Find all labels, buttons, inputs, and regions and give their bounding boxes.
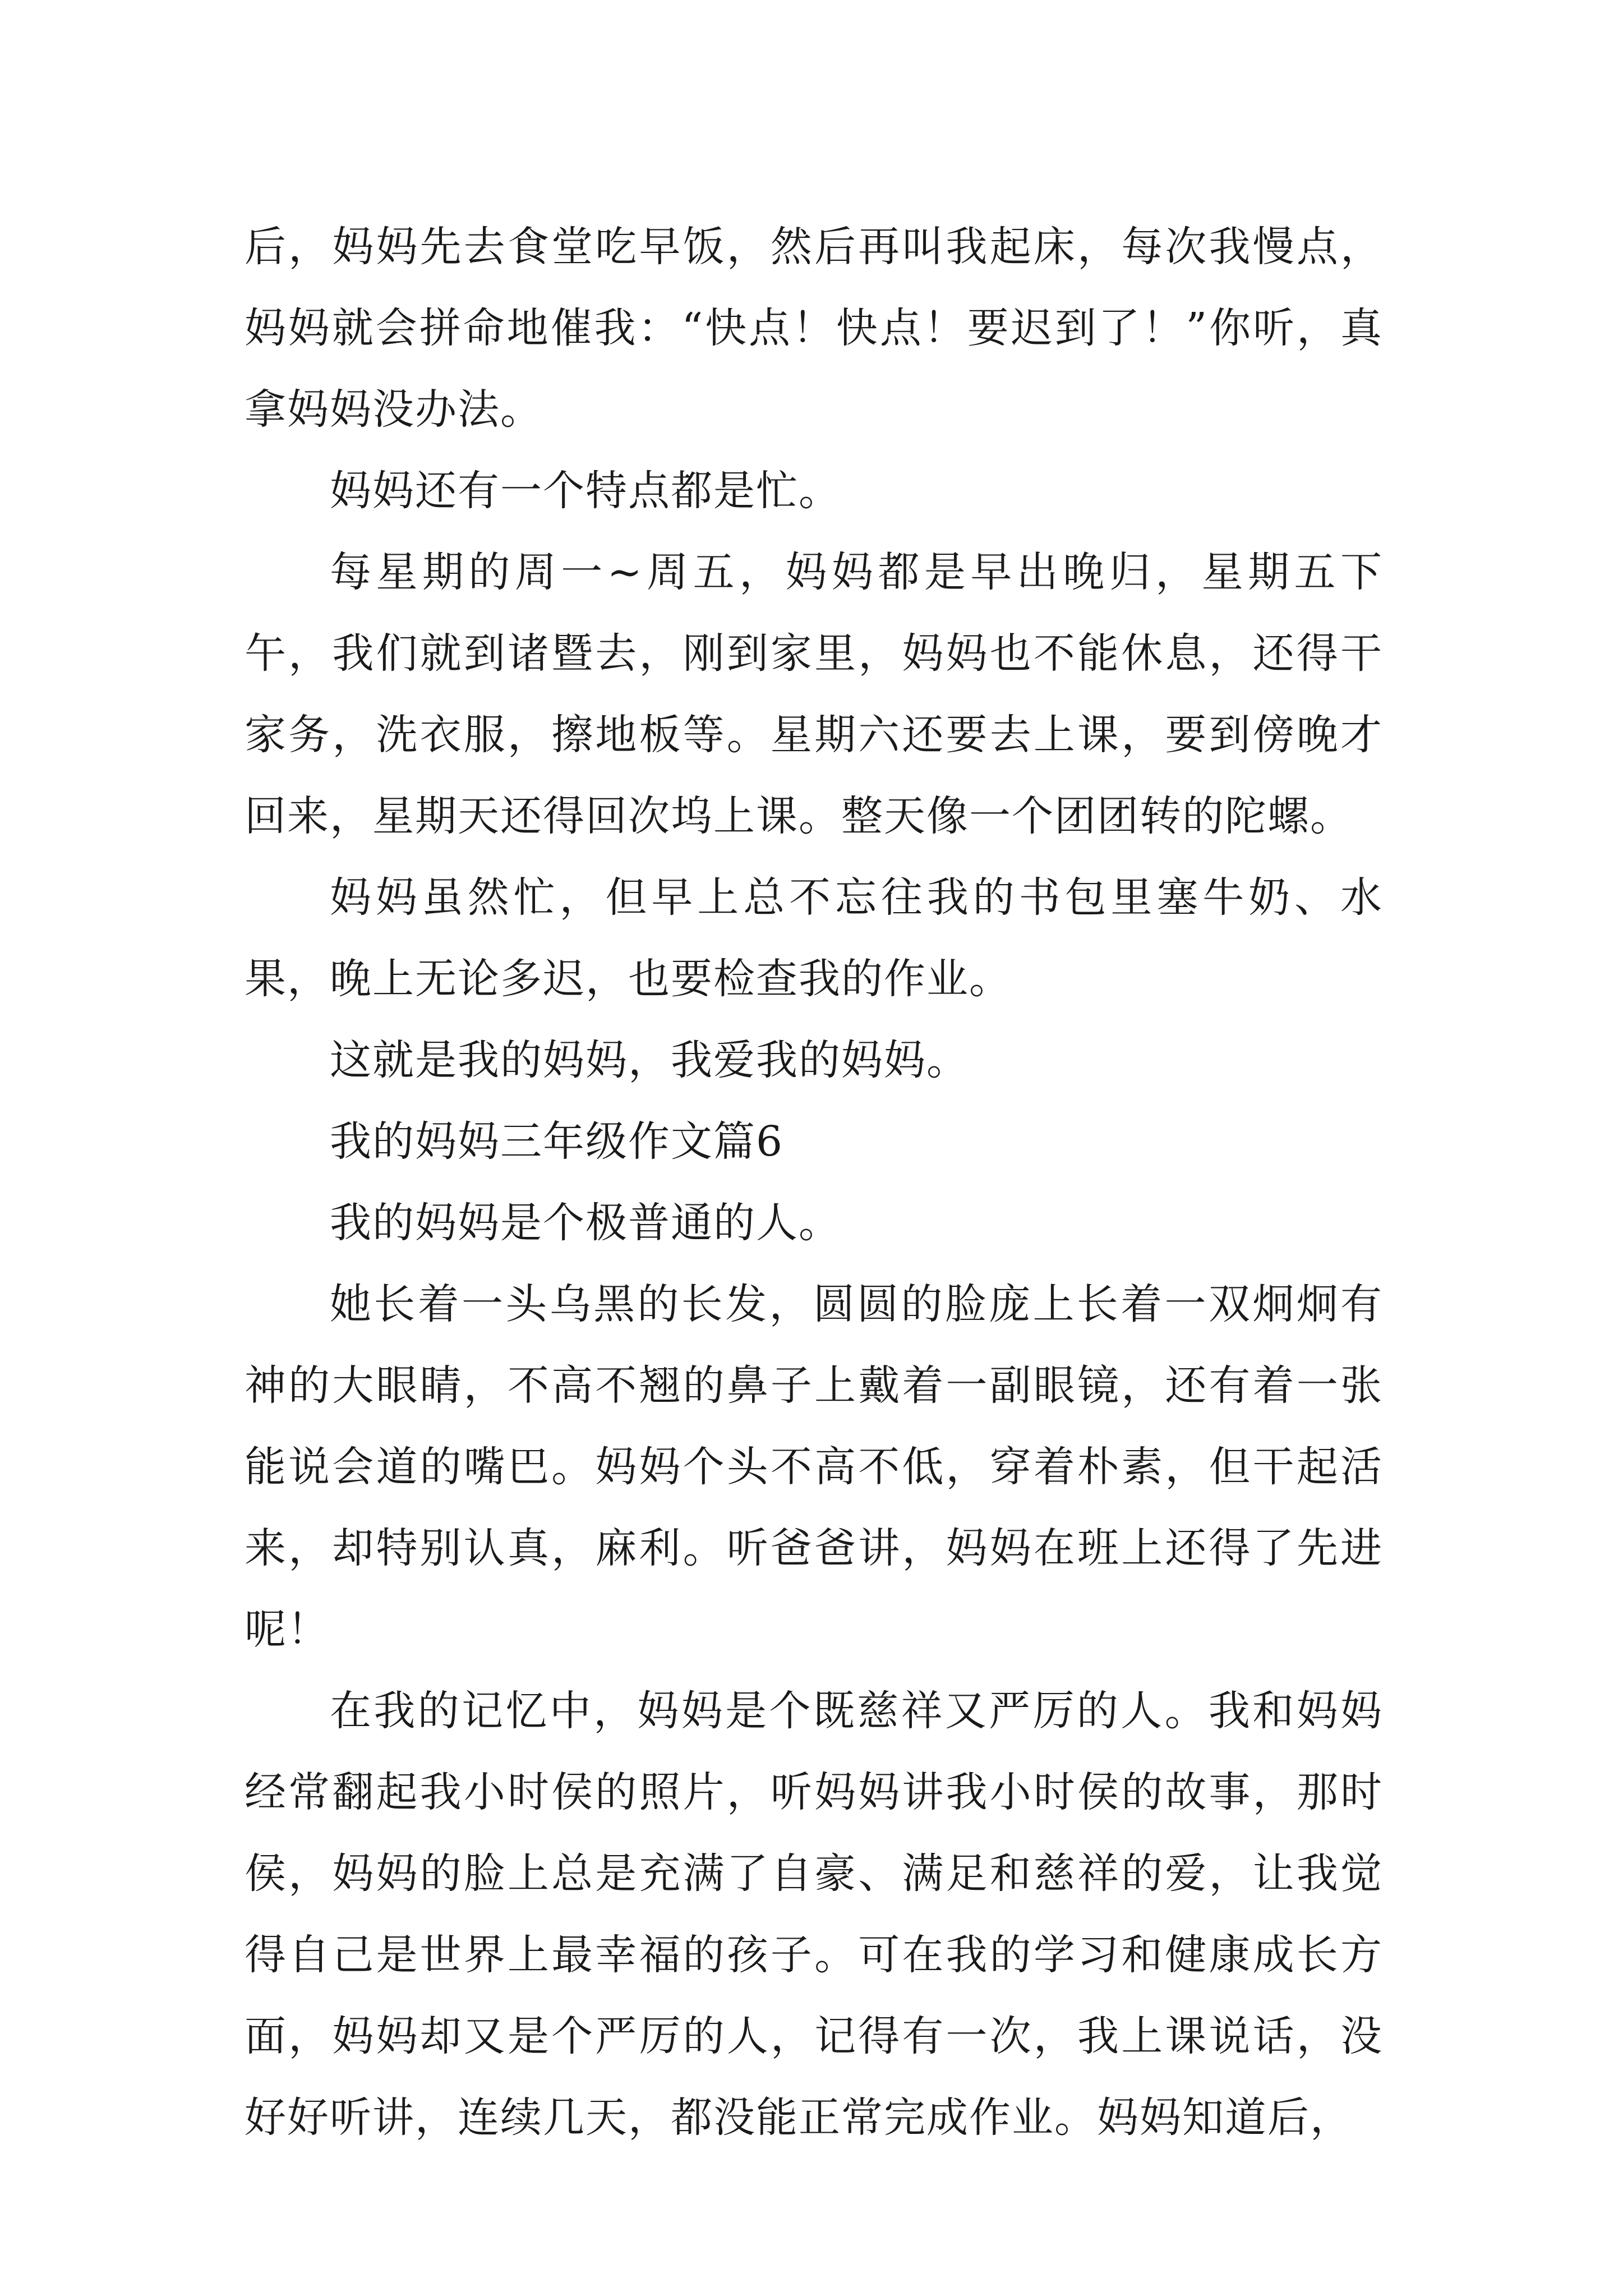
paragraph: 每星期的周一~周五，妈妈都是早出晚归，星期五下午，我们就到诸暨去，刚到家里，妈妈也不能休息，还得干家务，洗衣服，擦地板等。星期六还要去上课，要到傍晚才回来，星期天还得回次坞上课。整天像一个团团转的陀螺。 [245,548,1383,840]
paragraph: 我的妈妈是个极普通的人。 [330,1199,841,1247]
essay-body [245,206,1383,2159]
paragraph-continuation: 后，妈妈先去食堂吃早饭，然后再叫我起床，每次我慢点，妈妈就会拼命地催我：“快点！快点！要迟到了！”你听，真拿妈妈没办法。 [245,223,1383,434]
paragraph: 妈妈还有一个特点都是忙。 [330,467,841,515]
paragraph: 妈妈虽然忙，但早上总不忘往我的书包里塞牛奶、水果，晚上无论多迟，也要检查我的作业。 [245,873,1383,1003]
paragraph: 她长着一头乌黑的长发，圆圆的脸庞上长着一双炯炯有神的大眼睛，不高不翘的鼻子上戴着一副眼镜，还有着一张能说会道的嘴巴。妈妈个头不高不低，穿着朴素，但干起活来，却特别认真，麻利。听爸爸讲，妈妈在班上还得了先进呢！ [245,1280,1383,1654]
section-heading: 我的妈妈三年级作文篇6 [330,1117,784,1166]
paragraph: 在我的记忆中，妈妈是个既慈祥又严厉的人。我和妈妈经常翻起我小时侯的照片，听妈妈讲我小时侯的故事，那时侯，妈妈的脸上总是充满了自豪、满足和慈祥的爱，让我觉得自己是世界上最幸福的孩子。可在我的学习和健康成长方面，妈妈却又是个严厉的人，记得有一次，我上课说话，没好好听讲，连续几天，都没能正常完成作业。妈妈知道后， [245,1687,1383,2142]
paragraph: 这就是我的妈妈，我爱我的妈妈。 [330,1036,969,1084]
